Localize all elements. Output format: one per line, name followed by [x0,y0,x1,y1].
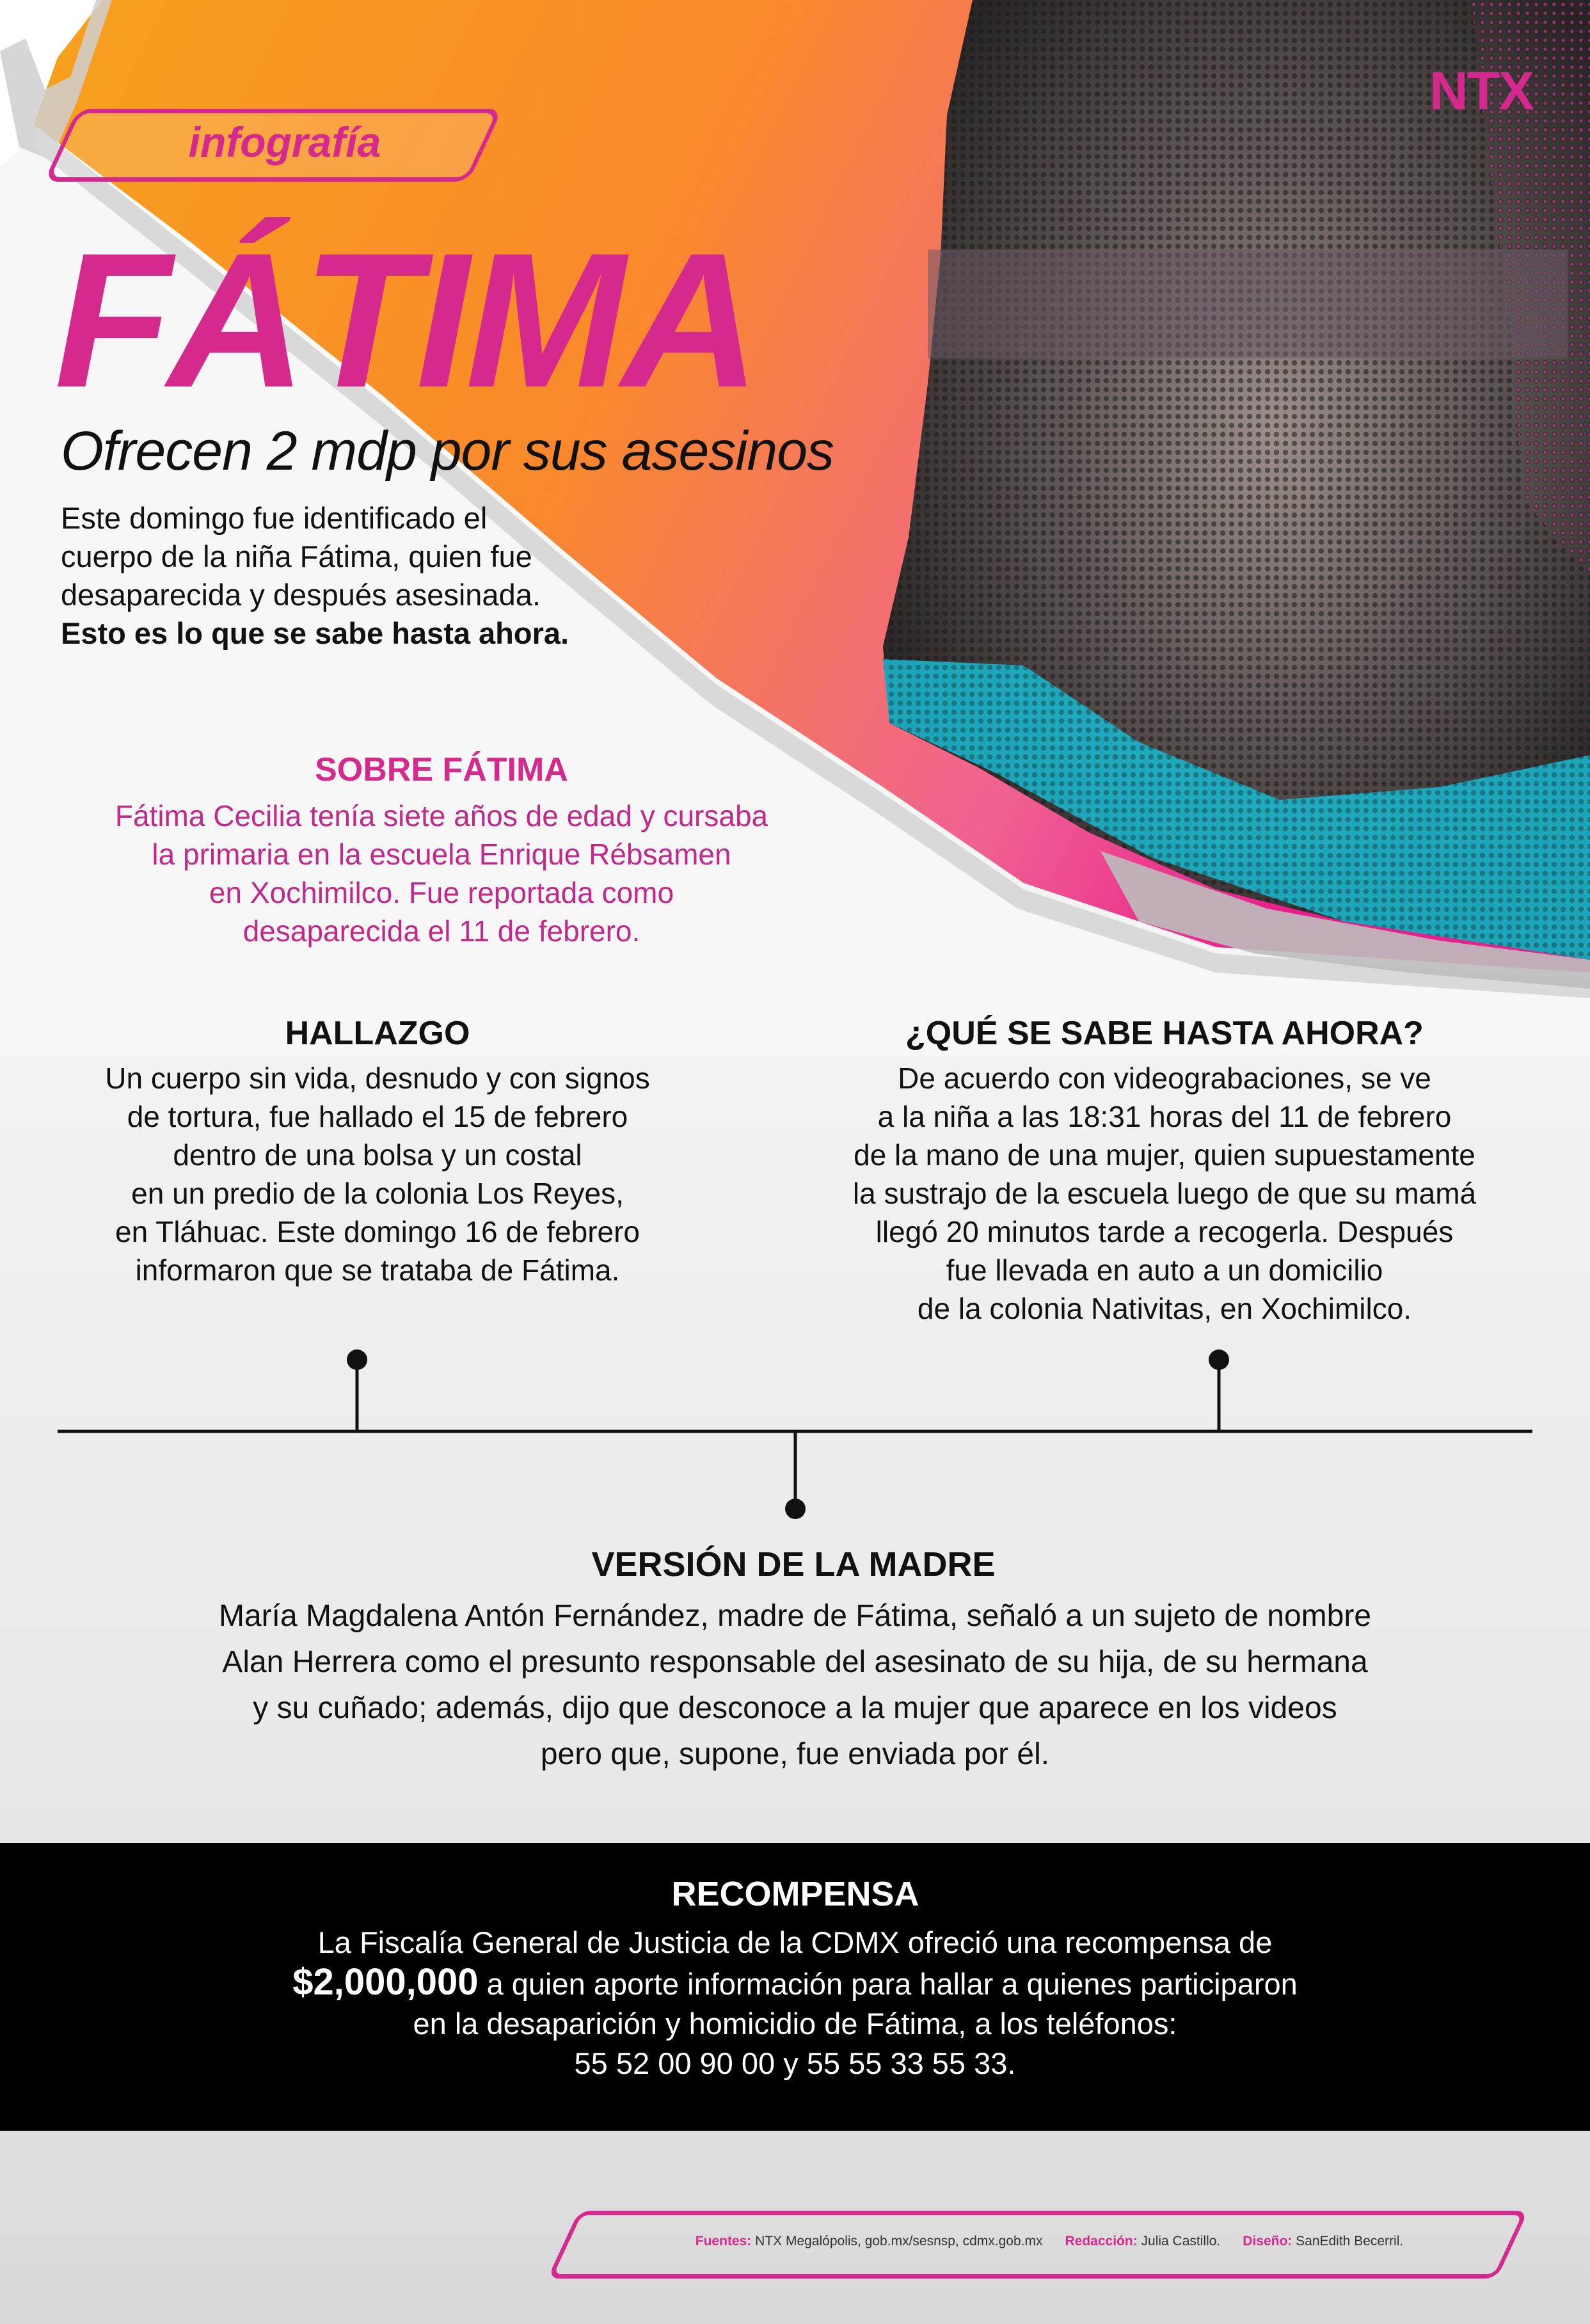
intro-bold: Esto es lo que se sabe hasta ahora. [61,616,569,650]
main-title: FÁTIMA [54,212,757,427]
hallazgo-title: HALLAZGO [285,1015,470,1052]
diseno-value: SanEdith Becerril. [1292,2234,1404,2248]
intro-paragraph [61,499,573,691]
recompensa-phones: 55 52 00 90 00 y 55 55 33 55 33. [574,2046,1016,2080]
sobre-fatima-title: SOBRE FÁTIMA [315,751,568,788]
timeline-dot-hallazgo [347,1349,367,1370]
timeline [0,1331,1590,1536]
infografia-label: infografía [188,118,381,166]
recompensa-amount: $2,000,000 [292,1961,479,2003]
hallazgo-body: Un cuerpo sin vida, desnudo y con signos de tortura, fue hallado el 15 de febrero dentro de una bolsa y un costal en un predio de la colonia Los Reyes, en Tláhuac. Este domingo 16 de febrero informaron que se trataba de Fátima. [105,1062,650,1287]
diseno-label: Diseño: [1243,2234,1292,2248]
sobre-fatima-body: Fátima Cecilia tenía siete años de edad y cursaba la primaria en la escuela Enrique Rébsamen en Xochimilco. Fue reportada como desaparecida el 11 de febrero. [115,799,768,948]
ntx-logo: NTX [1429,61,1533,121]
version-madre-title: VERSIÓN DE LA MADRE [591,1545,996,1584]
fuentes-label: Fuentes: [695,2234,752,2248]
que-se-sabe-title: ¿QUÉ SE SABE HASTA AHORA? [905,1015,1424,1052]
timeline-dot-que-se-sabe [1209,1349,1229,1370]
recompensa-line3: en la desaparición y homicidio de Fátima, a los teléfonos: [413,2007,1177,2041]
recompensa-body [128,1923,1462,2115]
blurred-eyes [928,250,1568,358]
recompensa-title: RECOMPENSA [671,1875,919,1913]
credits [579,2225,1520,2257]
intro-text: Este domingo fue identificado el cuerpo de la niña Fátima, quien fue desaparecida y después asesinada. [61,501,541,612]
fuentes-value: NTX Megalópolis, gob.mx/sesnsp, cdmx.gob.mx [751,2234,1043,2248]
timeline-dot-madre [785,1499,806,1519]
recompensa-line2-wrap [128,1962,1462,2004]
redaccion-value: Julia Castillo. [1137,2234,1221,2248]
version-madre-body: María Magdalena Antón Fernández, madre de Fátima, señaló a un sujeto de nombre Alan Herrera como el presunto responsable del asesinato de su hija, de su hermana y su cuñado; además, dijo que desconoce a la mujer que aparece en los videos pero que, supone, fue enviada por él. [218,1599,1372,1771]
que-se-sabe-body: De acuerdo con videograbaciones, se ve a la niña a las 18:31 horas del 11 de febrero de la mano de una mujer, quien supuestamente la sustrajo de la escuela luego de que su mamá llegó 20 minutos tarde a recogerla. Después fue llevada en auto a un domicilio de la colonia Nativitas, en Xochimilco. [852,1062,1477,1325]
recompensa-line1: La Fiscalía General de Justicia de la CDMX ofreció una recompensa de [317,1925,1273,1959]
recompensa-line2: a quien aporte información para hallar a quienes participaron [478,1967,1298,2001]
subtitle: Ofrecen 2 mdp por sus asesinos [61,420,834,482]
redaccion-label: Redacción: [1065,2234,1138,2248]
